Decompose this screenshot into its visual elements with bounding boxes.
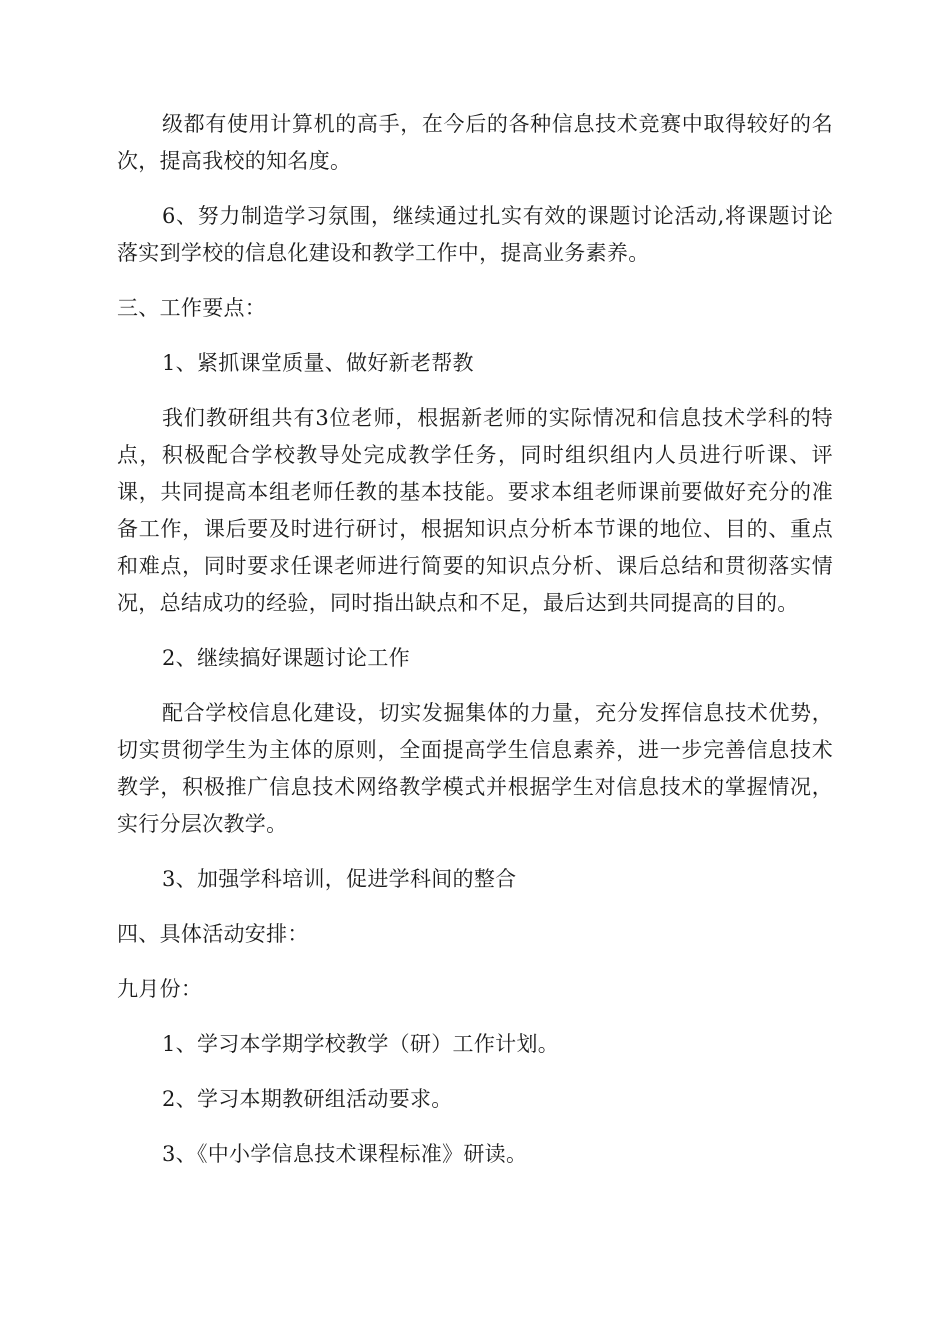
activity-item-3: 3、《中小学信息技术课程标准》研读。: [162, 1142, 528, 1166]
month-label: 九月份：: [117, 977, 203, 1001]
section-heading-4: 四、具体活动安排：: [117, 922, 309, 946]
subheading-2: 2、继续搞好课题讨论工作: [162, 646, 410, 670]
paragraph-continuation: 级都有使用计算机的高手，在今后的各种信息技术竞赛中取得较好的名次，提高我校的知名度。: [117, 112, 833, 173]
section-heading-3: 三、工作要点：: [117, 296, 267, 320]
paragraph-item-6: 6、努力制造学习氛围，继续通过扎实有效的课题讨论活动,将课题讨论落实到学校的信息化建设和教学工作中，提高业务素养。: [117, 204, 833, 265]
subheading-1: 1、紧抓课堂质量、做好新老帮教: [162, 351, 474, 375]
paragraph-body-2: 配合学校信息化建设，切实发掘集体的力量，充分发挥信息技术优势，切实贯彻学生为主体的原则，全面提高学生信息素养，进一步完善信息技术教学，积极推广信息技术网络教学模式并根据学生对信息技术的掌握情况，实行分层次教学。: [117, 701, 833, 836]
subheading-3: 3、加强学科培训，促进学科间的整合: [162, 867, 517, 891]
paragraph-body-1: 我们教研组共有3位老师，根据新老师的实际情况和信息技术学科的特点，积极配合学校教导处完成教学任务，同时组织组内人员进行听课、评课，共同提高本组老师任教的基本技能。要求本组老师课前要做好充分的准备工作，课后要及时进行研讨，根据知识点分析本节课的地位、目的、重点和难点，同时要求任课老师进行简要的知识点分析、课后总结和贯彻落实情况，总结成功的经验，同时指出缺点和不足，最后达到共同提高的目的。: [117, 406, 833, 615]
document-page: [117, 106, 833, 1191]
activity-item-2: 2、学习本期教研组活动要求。: [162, 1087, 453, 1111]
activity-item-1: 1、学习本学期学校教学（研）工作计划。: [162, 1032, 560, 1056]
